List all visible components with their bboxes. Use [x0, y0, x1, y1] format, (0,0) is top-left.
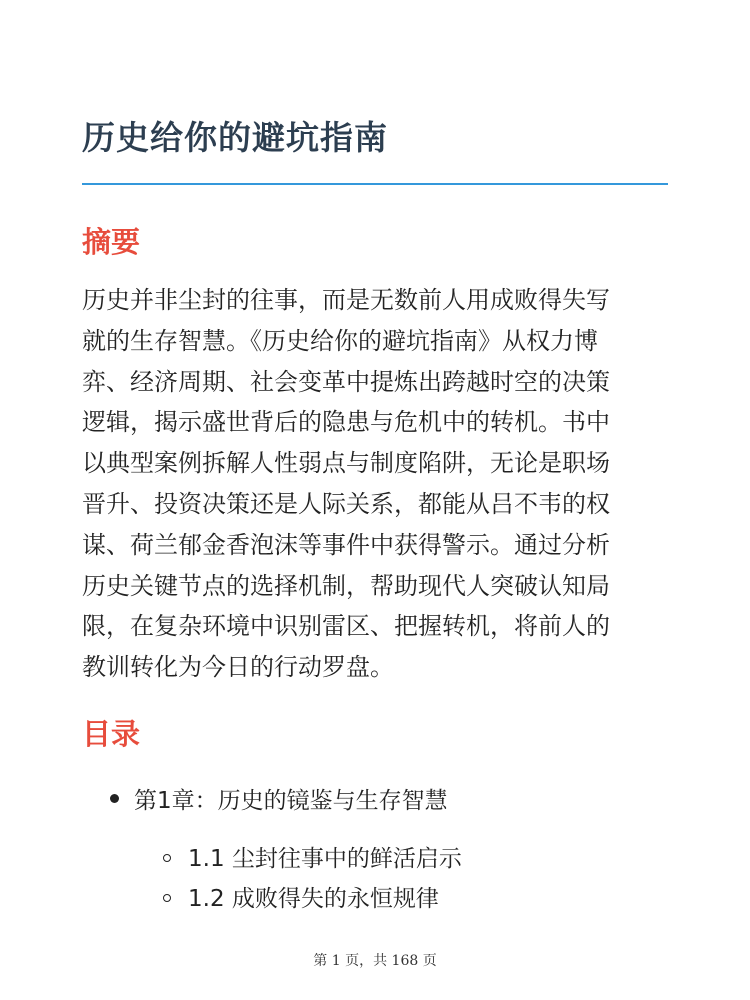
abstract-line: 历史并非尘封的往事，而是无数前人用成败得失写	[82, 286, 610, 314]
abstract-line: 以典型案例拆解人性弱点与制度陷阱，无论是职场	[82, 449, 610, 478]
abstract-paragraph	[82, 280, 668, 688]
hollow-bullet-icon	[163, 894, 171, 902]
abstract-line: 逻辑，揭示盛世背后的隐患与危机中的转机。书中	[82, 408, 610, 437]
document-page	[82, 0, 668, 1000]
toc-section-label: 1.1 尘封往事中的鲜活启示	[188, 846, 462, 872]
abstract-line: 谋、荷兰郁金香泡沫等事件中获得警示。通过分析	[82, 530, 610, 559]
document-title: 历史给你的避坑指南	[82, 118, 388, 157]
abstract-line: 弈、经济周期、社会变革中提炼出跨越时空的决策	[82, 367, 610, 396]
page-number-footer: 第 1 页，共 168 页	[313, 953, 437, 969]
abstract-heading: 摘要	[82, 225, 141, 259]
abstract-line: 就的生存智慧。《历史给你的避坑指南》从权力博	[82, 326, 598, 355]
toc-section-list	[82, 836, 668, 916]
table-of-contents	[82, 778, 668, 912]
hollow-bullet-icon	[163, 854, 171, 862]
filled-bullet-icon	[110, 794, 119, 803]
toc-section-item[interactable]	[82, 876, 668, 916]
abstract-line: 教训转化为今日的行动罗盘。	[82, 653, 394, 682]
toc-chapter-item[interactable]	[82, 778, 668, 912]
toc-heading: 目录	[82, 717, 141, 751]
toc-chapter-label: 第1章：历史的镜鉴与生存智慧	[134, 788, 448, 814]
toc-section-item[interactable]	[82, 836, 668, 876]
toc-section-label: 1.2 成败得失的永恒规律	[188, 886, 439, 912]
abstract-line: 晋升、投资决策还是人际关系，都能从吕不韦的权	[82, 489, 610, 518]
title-divider	[82, 183, 668, 185]
abstract-line: 历史关键节点的选择机制，帮助现代人突破认知局	[82, 571, 610, 600]
abstract-line: 限，在复杂环境中识别雷区、把握转机，将前人的	[82, 612, 610, 641]
